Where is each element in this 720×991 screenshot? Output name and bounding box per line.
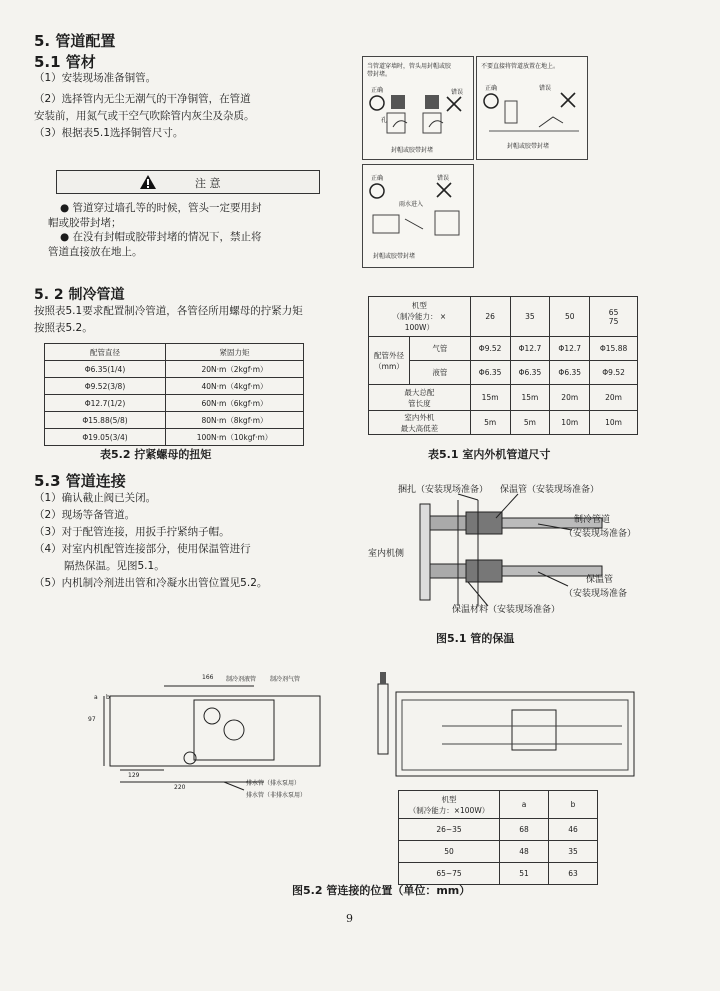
insulation-pipe-label: 保温管 (586, 575, 614, 585)
dim-label: a (94, 694, 98, 701)
torque-table (44, 343, 304, 446)
caution-bar (56, 170, 320, 194)
table-row (45, 412, 304, 429)
label-line: 管长度 (408, 398, 431, 408)
figure-caption: 图5.2 管连接的位置（单位：mm） (292, 884, 471, 897)
text-line: （2）选择管内无尘无潮气的干净铜管，在管道 (34, 93, 251, 105)
side-view-drawing (84, 672, 354, 812)
table-header (399, 791, 500, 819)
table-header: 26 (470, 297, 510, 337)
table-header: 35 (510, 297, 550, 337)
caution-text: 管道直接放在地上。 (48, 246, 143, 258)
ref-pipe-label: （安装现场准备） (564, 529, 637, 539)
ok-label: 正确 (371, 87, 384, 94)
table-cell: Φ12.7(1/2) (45, 395, 166, 412)
section-title: 5. 管道配置 (34, 32, 116, 50)
pipe-size-table (368, 296, 638, 435)
label-line: 配管外径 (374, 350, 404, 360)
row-label (369, 337, 410, 385)
table-row (399, 819, 598, 841)
row-label (369, 385, 471, 411)
dim-label: 97 (88, 716, 96, 723)
illus-caption: 封帽或胶带封堵 (507, 143, 550, 150)
dim-label: 129 (128, 772, 140, 779)
table-cell: 10m (550, 411, 590, 435)
table-cell: Φ9.52 (470, 337, 510, 361)
table-cell: Φ12.7 (510, 337, 550, 361)
table-cell: 20N·m（2kgf·m） (166, 361, 304, 378)
figure-caption: 图5.1 管的保温 (436, 632, 515, 645)
insulation-material-label: 保温材料（安装现场准备） (452, 605, 561, 615)
text-line: （4）对室内机配管连接部分，使用保温管进行 (34, 543, 251, 555)
table-header-row (45, 344, 304, 361)
text-line: 按照表5.1要求配置制冷管道，各管径所用螺母的拧紧力矩 (34, 305, 303, 317)
liquid-pipe-label: 制冷剂液管 (226, 676, 257, 683)
illus-note: 不要直接将管道放置在地上。 (481, 63, 560, 70)
text-line: （1）确认截止阀已关闭。 (34, 492, 157, 504)
table-cell: 46 (549, 819, 598, 841)
table-header-row (369, 297, 638, 337)
table-cell: Φ15.88(5/8) (45, 412, 166, 429)
caution-text: ● 管道穿过墙孔等的时候，管头一定要用封 (60, 202, 262, 214)
table-cell: Φ6.35 (470, 361, 510, 385)
illustration-rain (362, 164, 474, 268)
connection-front-figure (372, 670, 648, 782)
illus-note: 带封堵。 (367, 71, 392, 78)
table-cell: 15m (470, 385, 510, 411)
table-header: 配管直径 (45, 344, 166, 361)
insulation-figure (368, 476, 668, 626)
illustration-ground (476, 56, 588, 160)
insulation-pipe-label: （安装现场准备 (564, 589, 628, 599)
table-row (369, 337, 638, 361)
ng-label: 错误 (451, 89, 464, 96)
table-header (369, 297, 471, 337)
indoor-side-label: 室内机侧 (368, 549, 405, 559)
text-line: （3）对于配管连接，用扳手拧紧纳子帽。 (34, 526, 230, 538)
subsection-title-5-2: 5. 2 制冷管道 (34, 287, 125, 303)
strap-label: 捆扎（安装现场准备） (398, 485, 489, 495)
illustration-wall-hole (362, 56, 474, 160)
gas-pipe-label: 制冷剂气管 (270, 676, 301, 683)
row-label: 气管 (410, 337, 471, 361)
hole-label: 孔 (381, 117, 388, 124)
table-header-row (399, 791, 598, 819)
table-row (399, 841, 598, 863)
illus-caption: 封帽或胶带封堵 (373, 253, 416, 260)
page-number: 9 (346, 912, 353, 925)
caution-title: 注 意 (195, 177, 221, 190)
table-cell: 63 (549, 863, 598, 885)
header-line: （制冷能力：×100W） (408, 805, 490, 815)
text-line: （5）内机制冷剂进出管和冷凝水出管位置见5.2。 (34, 577, 268, 589)
table-cell: 5m (510, 411, 550, 435)
dim-label: 220 (174, 784, 186, 791)
text-line: 按照表5.2。 (34, 322, 93, 334)
table-cell: 51 (500, 863, 549, 885)
ab-dimension-table (398, 790, 598, 885)
text-line: （1）安装现场准备铜管。 (34, 72, 157, 84)
ref-pipe-label: 制冷管道 (574, 515, 611, 525)
table-cell: 48 (500, 841, 549, 863)
connection-side-figure (84, 672, 354, 812)
illus-caption: 封帽或胶带封堵 (391, 147, 434, 154)
table-header: 50 (550, 297, 590, 337)
table-cell: Φ19.05(3/4) (45, 429, 166, 446)
warning-icon (139, 174, 157, 190)
ok-label: 正确 (371, 175, 384, 182)
ng-label: 错误 (437, 175, 450, 182)
insulation-pipe-label: 保温管（安装现场准备） (500, 485, 600, 495)
table-row (45, 378, 304, 395)
dim-label: 166 (202, 674, 214, 681)
header-line: 机型 (441, 794, 457, 804)
table-row (45, 361, 304, 378)
table-caption: 表5.1 室内外机管道尺寸 (428, 448, 551, 461)
table-cell: 100N·m（10kgf·m） (166, 429, 304, 446)
front-view-drawing (372, 670, 648, 782)
table-row (45, 429, 304, 446)
text-line: 安装前，用氮气或干空气吹除管内灰尘及杂质。 (34, 110, 255, 122)
text-line: （3）根据表5.1选择铜管尺寸。 (34, 127, 184, 139)
subsection-title-5-1: 5.1 管材 (34, 53, 96, 71)
caution-text: ● 在没有封帽或胶带封堵的情况下，禁止将 (60, 231, 262, 243)
ground-drawing (479, 77, 585, 143)
ng-label: 错误 (539, 85, 552, 92)
row-label (369, 411, 471, 435)
table-cell: 15m (510, 385, 550, 411)
table-cell: Φ6.35 (550, 361, 590, 385)
table-cell: 20m (590, 385, 638, 411)
table-cell: Φ9.52(3/8) (45, 378, 166, 395)
subsection-title-5-3: 5.3 管道连接 (34, 472, 126, 490)
label-line: 最大总配 (404, 387, 435, 397)
table-cell: 40N·m（4kgf·m） (166, 378, 304, 395)
wall-hole-drawing (365, 77, 471, 147)
table-header: a (500, 791, 549, 819)
table-cell: 68 (500, 819, 549, 841)
table-cell: 35 (549, 841, 598, 863)
row-label: 液管 (410, 361, 471, 385)
table-cell: 10m (590, 411, 638, 435)
drain-label: 排水管（非排水泵用） (246, 792, 307, 799)
header-line: 100W） (404, 323, 434, 332)
table-cell: 80N·m（8kgf·m） (166, 412, 304, 429)
caution-text: 帽或胶带封堵； (48, 217, 122, 229)
table-cell: 26~35 (399, 819, 500, 841)
table-cell: 50 (399, 841, 500, 863)
table-row (369, 411, 638, 435)
table-cell: 60N·m（6kgf·m） (166, 395, 304, 412)
table-header: 65 75 (590, 297, 638, 337)
table-cell: 20m (550, 385, 590, 411)
ok-label: 正确 (485, 85, 498, 92)
label-line: 最大高低差 (400, 423, 439, 433)
header-line: （制冷能力： × (392, 312, 447, 321)
dim-label: b (106, 694, 110, 701)
table-row (45, 395, 304, 412)
table-cell: 5m (470, 411, 510, 435)
table-cell: Φ6.35 (510, 361, 550, 385)
illus-note: 当管道穿墙时，管头用封帽或胶 (367, 63, 452, 70)
rain-drawing (365, 179, 471, 249)
label-line: （mm） (374, 361, 404, 371)
text-line: 隔热保温。见图5.1。 (64, 560, 165, 572)
table-caption: 表5.2 拧紧螺母的扭矩 (100, 448, 212, 461)
table-cell: Φ9.52 (590, 361, 638, 385)
label-line: 室内外机 (404, 412, 435, 422)
table-cell: Φ15.88 (590, 337, 638, 361)
table-cell: Φ6.35(1/4) (45, 361, 166, 378)
table-cell: Φ12.7 (550, 337, 590, 361)
rain-label: 雨水进入 (399, 201, 424, 208)
table-cell: 65~75 (399, 863, 500, 885)
header-line: 机型 (411, 301, 427, 310)
table-row (369, 361, 638, 385)
drain-label: 排水管（排水泵用） (246, 780, 301, 787)
table-header: 紧固力矩 (166, 344, 304, 361)
table-row (369, 385, 638, 411)
table-header: b (549, 791, 598, 819)
text-line: （2）现场等备管道。 (34, 509, 136, 521)
